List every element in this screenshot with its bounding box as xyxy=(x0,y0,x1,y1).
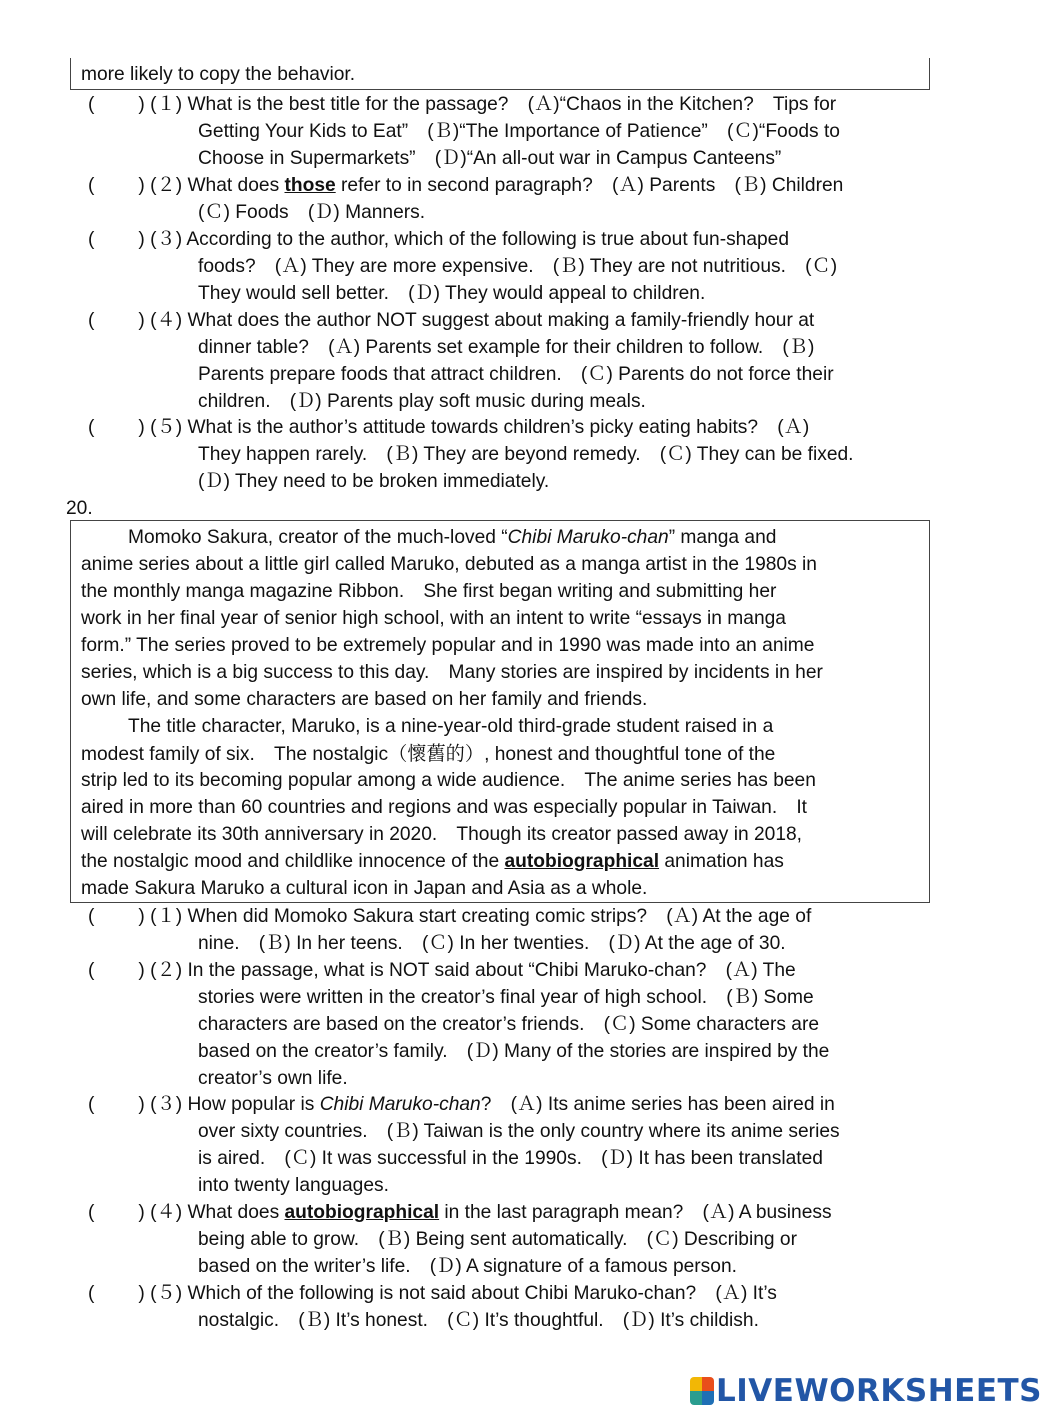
logo-text: LIVEWORKSHEETS xyxy=(716,1373,1042,1409)
answer-blank[interactable]: ( ) xyxy=(88,175,145,196)
question-number: (２) xyxy=(150,960,183,981)
question-20-3-line2: over sixty countries. (Ｂ) Taiwan is the only country where its anime series xyxy=(198,1121,840,1142)
question-number: (４) xyxy=(150,310,183,331)
question-19-1: ( ) (１) What is the best title for the passage? (Ａ)“Chaos in the Kitchen? Tips for xyxy=(88,94,837,115)
answer-blank[interactable]: ( ) xyxy=(88,1094,145,1115)
passage-line: form.” The series proved to be extremely popular and in 1990 was made into an anime xyxy=(81,635,815,656)
passage-line: the nostalgic mood and childlike innocence of the autobiographical animation has xyxy=(81,851,784,872)
question-19-3: ( ) (３) According to the author, which of the following is true about fun-shaped xyxy=(88,229,790,250)
passage-line: modest family of six. The nostalgic（懷舊的）, honest and thoughtful tone of the xyxy=(81,742,776,765)
question-20-2-line4: based on the creator’s family. (Ｄ) Many of the stories are inspired by the xyxy=(198,1041,830,1062)
question-19-4-line3: Parents prepare foods that attract children. (Ｃ) Parents do not force their xyxy=(198,364,834,385)
question-number: (４) xyxy=(150,1202,183,1223)
answer-blank[interactable]: ( ) xyxy=(88,94,145,115)
question-19-2: ( ) (２) What does those refer to in second paragraph? (Ａ) Parents (Ｂ) Children xyxy=(88,175,844,196)
passage-line: The title character, Maruko, is a nine-year-old third-grade student raised in a xyxy=(128,716,774,737)
question-number: (５) xyxy=(150,1283,183,1304)
question-number: (１) xyxy=(150,94,183,115)
question-20-4-line2: being able to grow. (Ｂ) Being sent automatically. (Ｃ) Describing or xyxy=(198,1229,797,1250)
logo-mark-icon xyxy=(690,1377,714,1405)
question-20-3: ( ) (３) How popular is Chibi Maruko-chan? (Ａ) Its anime series has been aired in xyxy=(88,1094,835,1115)
question-20-1-line2: nine. (Ｂ) In her teens. (Ｃ) In her twenties. (Ｄ) At the age of 30. xyxy=(198,933,786,954)
passage-line: the monthly manga magazine Ribbon. She first began writing and submitting her xyxy=(81,581,777,602)
liveworksheets-logo[interactable] xyxy=(690,1374,1042,1408)
question-19-2-line2: (Ｃ) Foods (Ｄ) Manners. xyxy=(198,202,426,223)
question-20-2-line5: creator’s own life. xyxy=(198,1068,348,1089)
passage-line: Momoko Sakura, creator of the much-loved “Chibi Maruko-chan” manga and xyxy=(128,527,777,548)
passage-line: own life, and some characters are based on her family and friends. xyxy=(81,689,648,710)
question-20-4-line3: based on the writer’s life. (Ｄ) A signature of a famous person. xyxy=(198,1256,737,1277)
question-20-3-line3: is aired. (Ｃ) It was successful in the 1990s. (Ｄ) It has been translated xyxy=(198,1148,823,1169)
underlined-word: those xyxy=(284,175,336,196)
question-20-3-line4: into twenty languages. xyxy=(198,1175,389,1196)
question-number: (２) xyxy=(150,175,183,196)
answer-blank[interactable]: ( ) xyxy=(88,1202,145,1223)
question-19-5-line2: They happen rarely. (Ｂ) They are beyond remedy. (Ｃ) They can be fixed. xyxy=(198,444,854,465)
underlined-word: autobiographical xyxy=(504,851,660,872)
passage-line: strip led to its becoming popular among a wide audience. The anime series has been xyxy=(81,770,816,791)
question-20-4: ( ) (４) What does autobiographical in the last paragraph mean? (Ａ) A business xyxy=(88,1202,832,1223)
answer-blank[interactable]: ( ) xyxy=(88,1283,145,1304)
question-number: (３) xyxy=(150,1094,183,1115)
passage-line: anime series about a little girl called Maruko, debuted as a manga artist in the 1980s in xyxy=(81,554,817,575)
question-19-4: ( ) (４) What does the author NOT suggest about making a family-friendly hour at xyxy=(88,310,815,331)
question-20-1: ( ) (１) When did Momoko Sakura start creating comic strips? (Ａ) At the age of xyxy=(88,906,812,927)
answer-blank[interactable]: ( ) xyxy=(88,417,145,438)
question-19-3-line3: They would sell better. (Ｄ) They would appeal to children. xyxy=(198,283,706,304)
passage-line: aired in more than 60 countries and regions and was especially popular in Taiwan. It xyxy=(81,797,807,818)
question-number: (５) xyxy=(150,417,183,438)
question-number: (１) xyxy=(150,906,183,927)
question-20-5: ( ) (５) Which of the following is not said about Chibi Maruko-chan? (Ａ) It’s xyxy=(88,1283,777,1304)
passage-line: work in her final year of senior high school, with an intent to write “essays in manga xyxy=(81,608,786,629)
question-number: (３) xyxy=(150,229,183,250)
question-19-5-line3: (Ｄ) They need to be broken immediately. xyxy=(198,471,550,492)
passage-line: made Sakura Maruko a cultural icon in Japan and Asia as a whole. xyxy=(81,878,648,899)
answer-blank[interactable]: ( ) xyxy=(88,906,145,927)
question-19-1-line2: Getting Your Kids to Eat” (Ｂ)“The Importance of Patience” (Ｃ)“Foods to xyxy=(198,121,840,142)
question-19-3-line2: foods? (Ａ) They are more expensive. (Ｂ) They are not nutritious. (Ｃ) xyxy=(198,256,838,277)
question-20-2-line2: stories were written in the creator’s final year of high school. (Ｂ) Some xyxy=(198,987,814,1008)
passage-line: will celebrate its 30th anniversary in 2020. Though its creator passed away in 2018, xyxy=(81,824,802,845)
passage-continuation: more likely to copy the behavior. xyxy=(81,64,356,85)
question-19-5: ( ) (５) What is the author’s attitude towards children’s picky eating habits? (Ａ) xyxy=(88,417,810,438)
passage-line: series, which is a big success to this day. Many stories are inspired by incidents in her xyxy=(81,662,823,683)
underlined-word: autobiographical xyxy=(284,1202,440,1223)
question-19-4-line4: children. (Ｄ) Parents play soft music during meals. xyxy=(198,391,646,412)
section-number: 20. xyxy=(66,498,93,519)
question-20-2: ( ) (２) In the passage, what is NOT said about “Chibi Maruko-chan? (Ａ) The xyxy=(88,960,796,981)
answer-blank[interactable]: ( ) xyxy=(88,310,145,331)
question-19-4-line2: dinner table? (Ａ) Parents set example for their children to follow. (Ｂ) xyxy=(198,337,815,358)
question-20-2-line3: characters are based on the creator’s friends. (Ｃ) Some characters are xyxy=(198,1014,820,1035)
answer-blank[interactable]: ( ) xyxy=(88,960,145,981)
question-19-1-line3: Choose in Supermarkets” (Ｄ)“An all-out war in Campus Canteens” xyxy=(198,148,782,169)
question-20-5-line2: nostalgic. (Ｂ) It’s honest. (Ｃ) It’s thoughtful. (Ｄ) It’s childish. xyxy=(198,1310,759,1331)
answer-blank[interactable]: ( ) xyxy=(88,229,145,250)
